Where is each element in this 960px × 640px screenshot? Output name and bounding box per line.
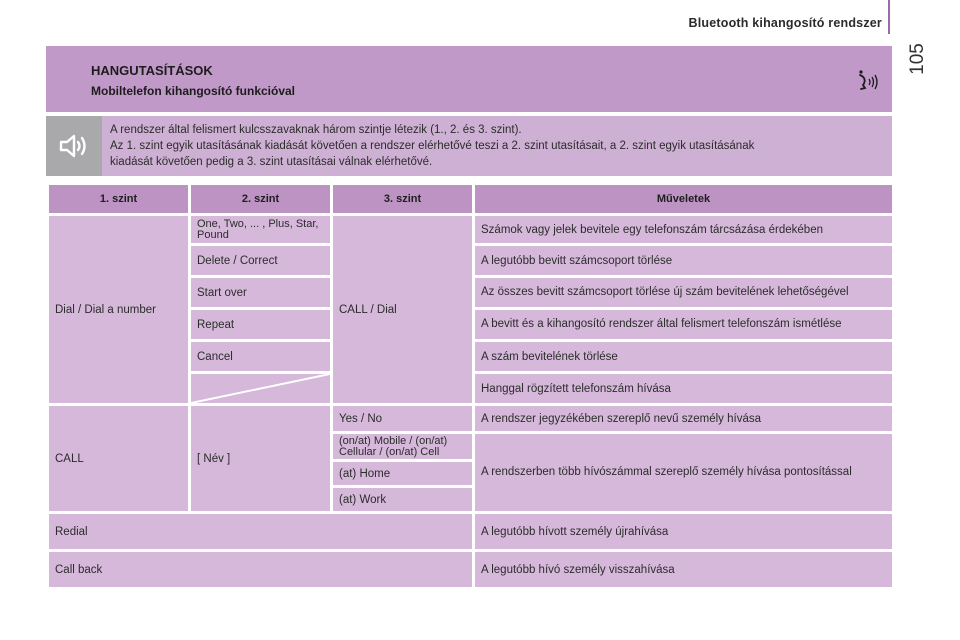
table-header-row (48, 184, 894, 215)
table-row (48, 405, 894, 433)
action-cell: A legutóbb hívó személy visszahívása (474, 551, 894, 589)
intro-line: kiadását követően pedig a 3. szint utasításai válnak elérhetővé. (110, 156, 433, 168)
level1-cell: CALL (48, 405, 190, 513)
intro-text (110, 122, 886, 170)
column-header: Műveletek (474, 184, 894, 215)
column-header: 2. szint (190, 184, 332, 215)
section-banner (46, 46, 892, 112)
level3-cell: CALL / Dial (332, 215, 474, 405)
intro-panel (46, 116, 892, 176)
level2-cell: Delete / Correct (190, 245, 332, 277)
level2-cell: Start over (190, 277, 332, 309)
intro-line: A rendszer által felismert kulcsszavaknak három szintje létezik (1., 2. és 3. szint). (110, 124, 522, 136)
column-header: 1. szint (48, 184, 190, 215)
level3-cell: Yes / No (332, 405, 474, 433)
page-header-title: Bluetooth kihangosító rendszer (688, 16, 882, 30)
speaker-icon (58, 132, 90, 160)
action-cell: A rendszer jegyzékében szereplő nevű személy hívása (474, 405, 894, 433)
section-title: HANGUTASÍTÁSOK (91, 63, 213, 78)
level1-cell: Dial / Dial a number (48, 215, 190, 405)
action-cell: Számok vagy jelek bevitele egy telefonszám tárcsázása érdekében (474, 215, 894, 245)
action-cell: A bevitt és a kihangosító rendszer által felismert telefonszám ismétlése (474, 309, 894, 341)
voice-commands-table (46, 182, 895, 590)
intro-icon-box (46, 116, 102, 176)
action-cell: A rendszerben több hívószámmal szereplő személy hívása pontosítással (474, 433, 894, 513)
level2-cell: Repeat (190, 309, 332, 341)
level3-cell: (on/at) Mobile / (on/at) Cellular / (on/at) Cell (332, 433, 474, 461)
table-row (48, 215, 894, 245)
header-divider (888, 0, 890, 34)
level3-cell: (at) Work (332, 487, 474, 513)
column-header: 3. szint (332, 184, 474, 215)
section-subtitle: Mobiltelefon kihangosító funkcióval (91, 84, 296, 98)
action-cell: Hanggal rögzített telefonszám hívása (474, 373, 894, 405)
action-cell: A legutóbb bevitt számcsoport törlése (474, 245, 894, 277)
diagonal-strike (191, 374, 330, 403)
table-row (48, 513, 894, 551)
action-cell: A legutóbb hívott személy újrahívása (474, 513, 894, 551)
intro-line: Az 1. szint egyik utasításának kiadását követően a rendszer elérhetővé teszi a 2. szint utasításait, a 2. szint egyik utasításának (110, 140, 755, 152)
voice-command-icon (856, 68, 880, 94)
action-cell: A szám bevitelének törlése (474, 341, 894, 373)
level3-cell: (at) Home (332, 461, 474, 487)
level2-cell: [ Név ] (190, 405, 332, 513)
level2-cell: One, Two, ... , Plus, Star, Pound (190, 215, 332, 245)
level1-cell: Redial (48, 513, 474, 551)
empty-crossed-cell (190, 373, 332, 405)
page-number: 105 (907, 43, 928, 75)
table-row (48, 551, 894, 589)
level1-cell: Call back (48, 551, 474, 589)
level2-cell: Cancel (190, 341, 332, 373)
action-cell: Az összes bevitt számcsoport törlése új szám bevitelének lehetőségével (474, 277, 894, 309)
